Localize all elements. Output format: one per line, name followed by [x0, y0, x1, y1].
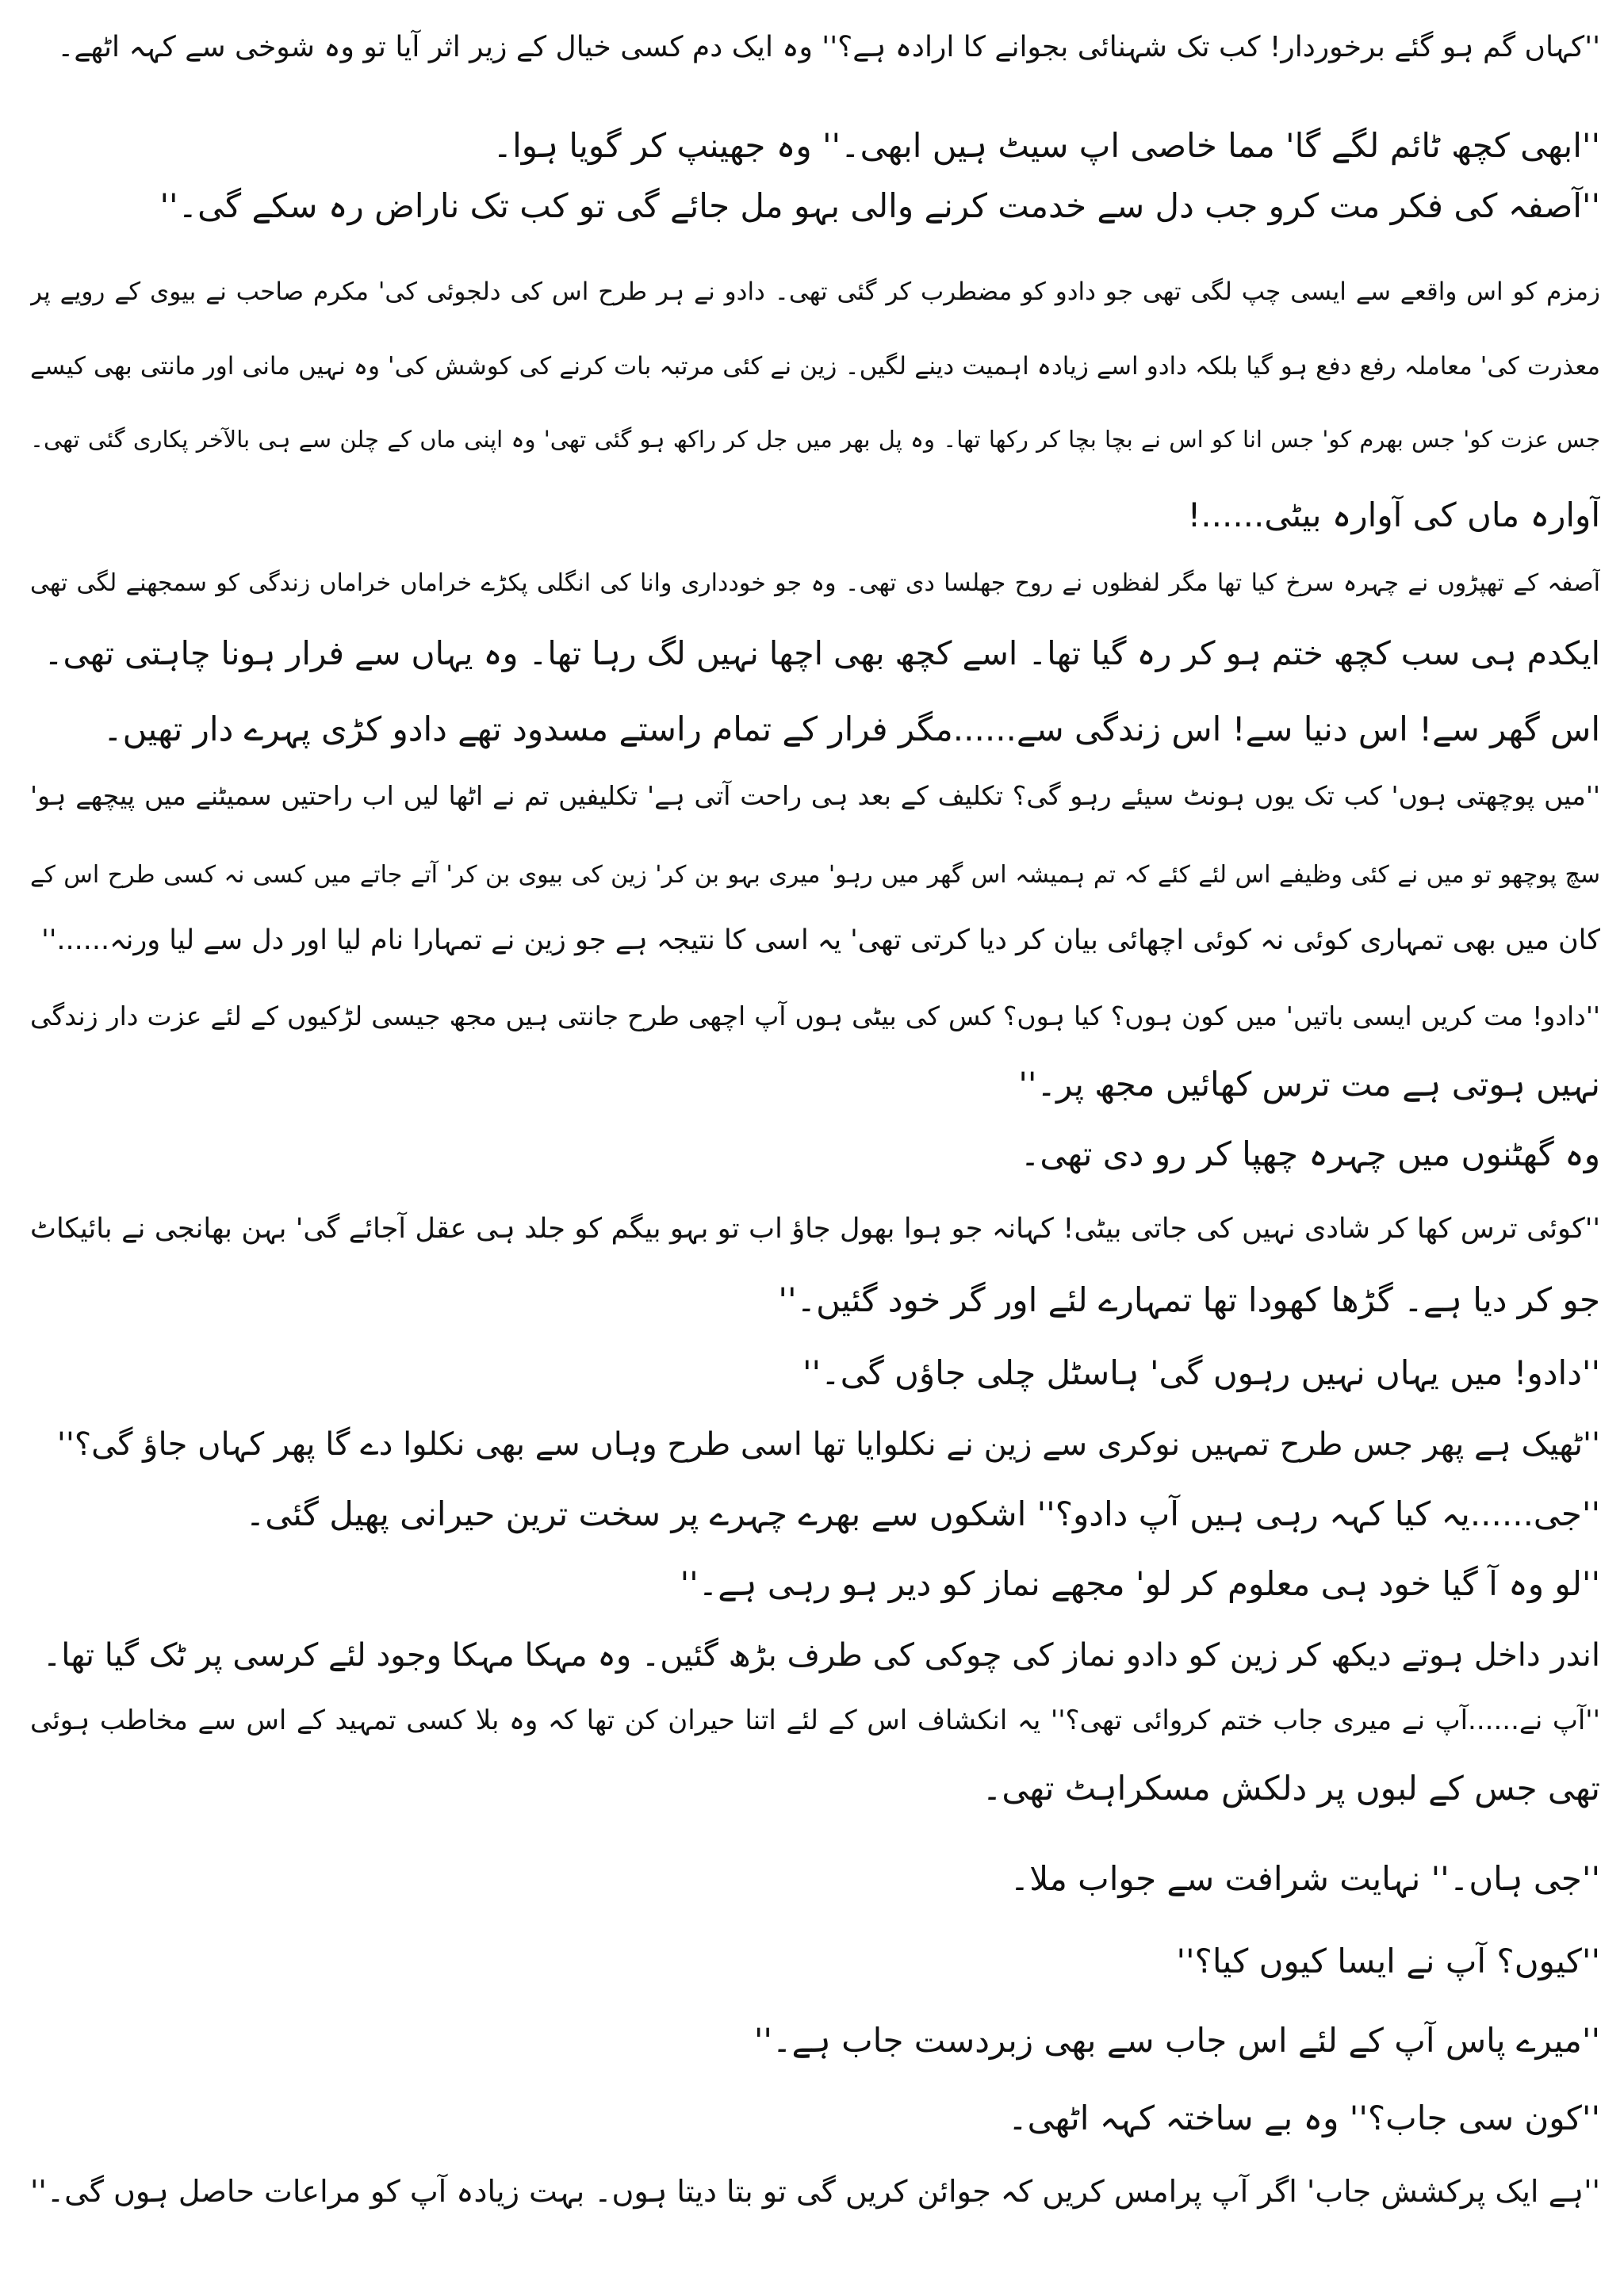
text-line: ''کون سی جاب؟'' وہ بے ساختہ کہہ اٹھی۔: [1008, 2099, 1600, 2137]
text-line: آصفہ کے تھپڑوں نے چہرہ سرخ کیا تھا مگر لفظوں نے روح جھلسا دی تھی۔ وہ جو خودداری وانا کی انگلی پکڑے خراماں خراماں زندگی کو سمجھنے لگی تھی: [30, 569, 1600, 597]
text-line: جس عزت کو' جس بھرم کو' جس انا کو اس نے بچا بچا کر رکھا تھا۔ وہ پل بھر میں جل کر راکھ ہو گئی تھی' وہ اپنی ماں کے چلن سے ہی بالآخر پکاری گئی تھی۔: [30, 426, 1600, 453]
text-line: جو کر دیا ہے۔ گڑھا کھودا تھا تمہارے لئے اور گر خود گئیں۔'': [778, 1280, 1600, 1319]
text-line: ''کوئی ترس کھا کر شادی نہیں کی جاتی بیٹی! کہانہ جو ہوا بھول جاؤ اب تو بہو بیگم کو جلد ہی عقل آجائے گی' بہن بھانجی نے بائیکاٹ: [30, 1213, 1600, 1245]
text-line: زمزم کو اس واقعے سے ایسی چپ لگی تھی جو دادو کو مضطرب کر گئی تھی۔ دادو نے ہر طرح اس کی دلجوئی کی' مکرم صاحب نے بیوی کے رویے پر: [30, 277, 1600, 306]
text-line: تھی جس کے لبوں پر دلکش مسکراہٹ تھی۔: [982, 1769, 1600, 1808]
text-line: ''میرے پاس آپ کے لئے اس جاب سے بھی زبردست جاب ہے۔'': [753, 2021, 1600, 2060]
text-line: ''ہے ایک پرکشش جاب' اگر آپ پرامس کریں کہ جوائن کریں گی تو بتا دیتا ہوں۔ بہت زیادہ آپ کو مراعات حاصل ہوں گی۔'': [29, 2174, 1600, 2209]
text-line: ''ٹھیک ہے پھر جس طرح تمہیں نوکری سے زین نے نکلوایا تھا اسی طرح وہاں سے بھی نکلوا دے گا پھر کہاں جاؤ گی؟'': [56, 1426, 1600, 1463]
text-line: ''کہاں گم ہو گئے برخوردار! کب تک شہنائی بجوانے کا ارادہ ہے؟'' وہ ایک دم کسی خیال کے زیر اثر آیا تو وہ شوخی سے کہہ اٹھے۔: [57, 31, 1600, 63]
text-line: ''لو وہ آ گیا خود ہی معلوم کر لو' مجھے نماز کو دیر ہو رہی ہے۔'': [680, 1564, 1600, 1603]
text-line: اس گھر سے! اس دنیا سے! اس زندگی سے......مگر فرار کے تمام راستے مسدود تھے دادو کڑی پہرے دار تھیں۔: [102, 710, 1600, 748]
text-line: ''ابھی کچھ ٹائم لگے گا' مما خاصی اپ سیٹ ہیں ابھی۔'' وہ جھینپ کر گویا ہوا۔: [492, 126, 1600, 165]
text-line: اندر داخل ہوتے دیکھ کر زین کو دادو نماز کی چوکی کی طرف بڑھ گئیں۔ وہ مہکا مہکا وجود لئے کرسی پر ٹک گیا تھا۔: [42, 1637, 1600, 1674]
text-line: ''آپ نے......آپ نے میری جاب ختم کروائی تھی؟'' یہ انکشاف اس کے لئے اتنا حیران کن تھا کہ وہ بلا کسی تمہید کے اس سے مخاطب ہوئی: [30, 1705, 1600, 1736]
text-line: ''جی......یہ کیا کہہ رہی ہیں آپ دادو؟'' اشکوں سے بھرے چہرے پر سخت ترین حیرانی پھیل گئی۔: [245, 1494, 1600, 1533]
text-line: ''دادو! میں یہاں نہیں رہوں گی' ہاسٹل چلی جاؤں گی۔'': [802, 1353, 1600, 1392]
document-page: [30, 24, 1600, 2275]
text-line: وہ گھٹنوں میں چہرہ چھپا کر رو دی تھی۔: [1020, 1135, 1600, 1173]
text-line: ''جی ہاں۔'' نہایت شرافت سے جواب ملا۔: [1009, 1859, 1600, 1898]
text-line: کان میں بھی تمہاری کوئی نہ کوئی اچھائی بیان کر دیا کرتی تھی' یہ اسی کا نتیجہ ہے جو زین نے تمہارا نام لیا اور دل سے لیا ورنہ......'': [41, 924, 1600, 956]
text-line: نہیں ہوتی ہے مت ترس کھائیں مجھ پر۔'': [1018, 1065, 1600, 1104]
text-line: آوارہ ماں کی آوارہ بیٹی......!: [1187, 496, 1600, 534]
text-line: ''میں پوچھتی ہوں' کب تک یوں ہونٹ سیئے رہو گی؟ تکلیف کے بعد ہی راحت آتی ہے' تکلیفیں تم نے اٹھا لیں اب راحتیں سمیٹنے میں پیچھے ہو': [30, 780, 1600, 811]
text-line: ''آصفہ کی فکر مت کرو جب دل سے خدمت کرنے والی بہو مل جائے گی تو کب تک ناراض رہ سکے گی۔'': [159, 186, 1600, 225]
text-line: ''دادو! مت کریں ایسی باتیں' میں کون ہوں؟ کیا ہوں؟ کس کی بیٹی ہوں آپ اچھی طرح جانتی ہیں مجھ جیسی لڑکیوں کے لئے عزت دار زندگی: [30, 1001, 1600, 1031]
text-line: سچ پوچھو تو میں نے کئی وظیفے اس لئے کئے کہ تم ہمیشہ اس گھر میں رہو' میری بہو بن کر' زین کی بیوی بن کر' آتے جاتے میں کسی نہ کسی طرح اس کے: [30, 861, 1600, 889]
text-line: معذرت کی' معاملہ رفع دفع ہو گیا بلکہ دادو اسے زیادہ اہمیت دینے لگیں۔ زین نے کئی مرتبہ بات کرنے کی کوشش کی' وہ نہیں مانی اور مانتی بھی کیسے: [30, 352, 1600, 381]
text-line: ''کیوں؟ آپ نے ایسا کیوں کیا؟'': [1176, 1942, 1600, 1980]
text-line: ایکدم ہی سب کچھ ختم ہو کر رہ گیا تھا۔ اسے کچھ بھی اچھا نہیں لگ رہا تھا۔ وہ یہاں سے فرار ہونا چاہتی تھی۔: [44, 634, 1600, 672]
